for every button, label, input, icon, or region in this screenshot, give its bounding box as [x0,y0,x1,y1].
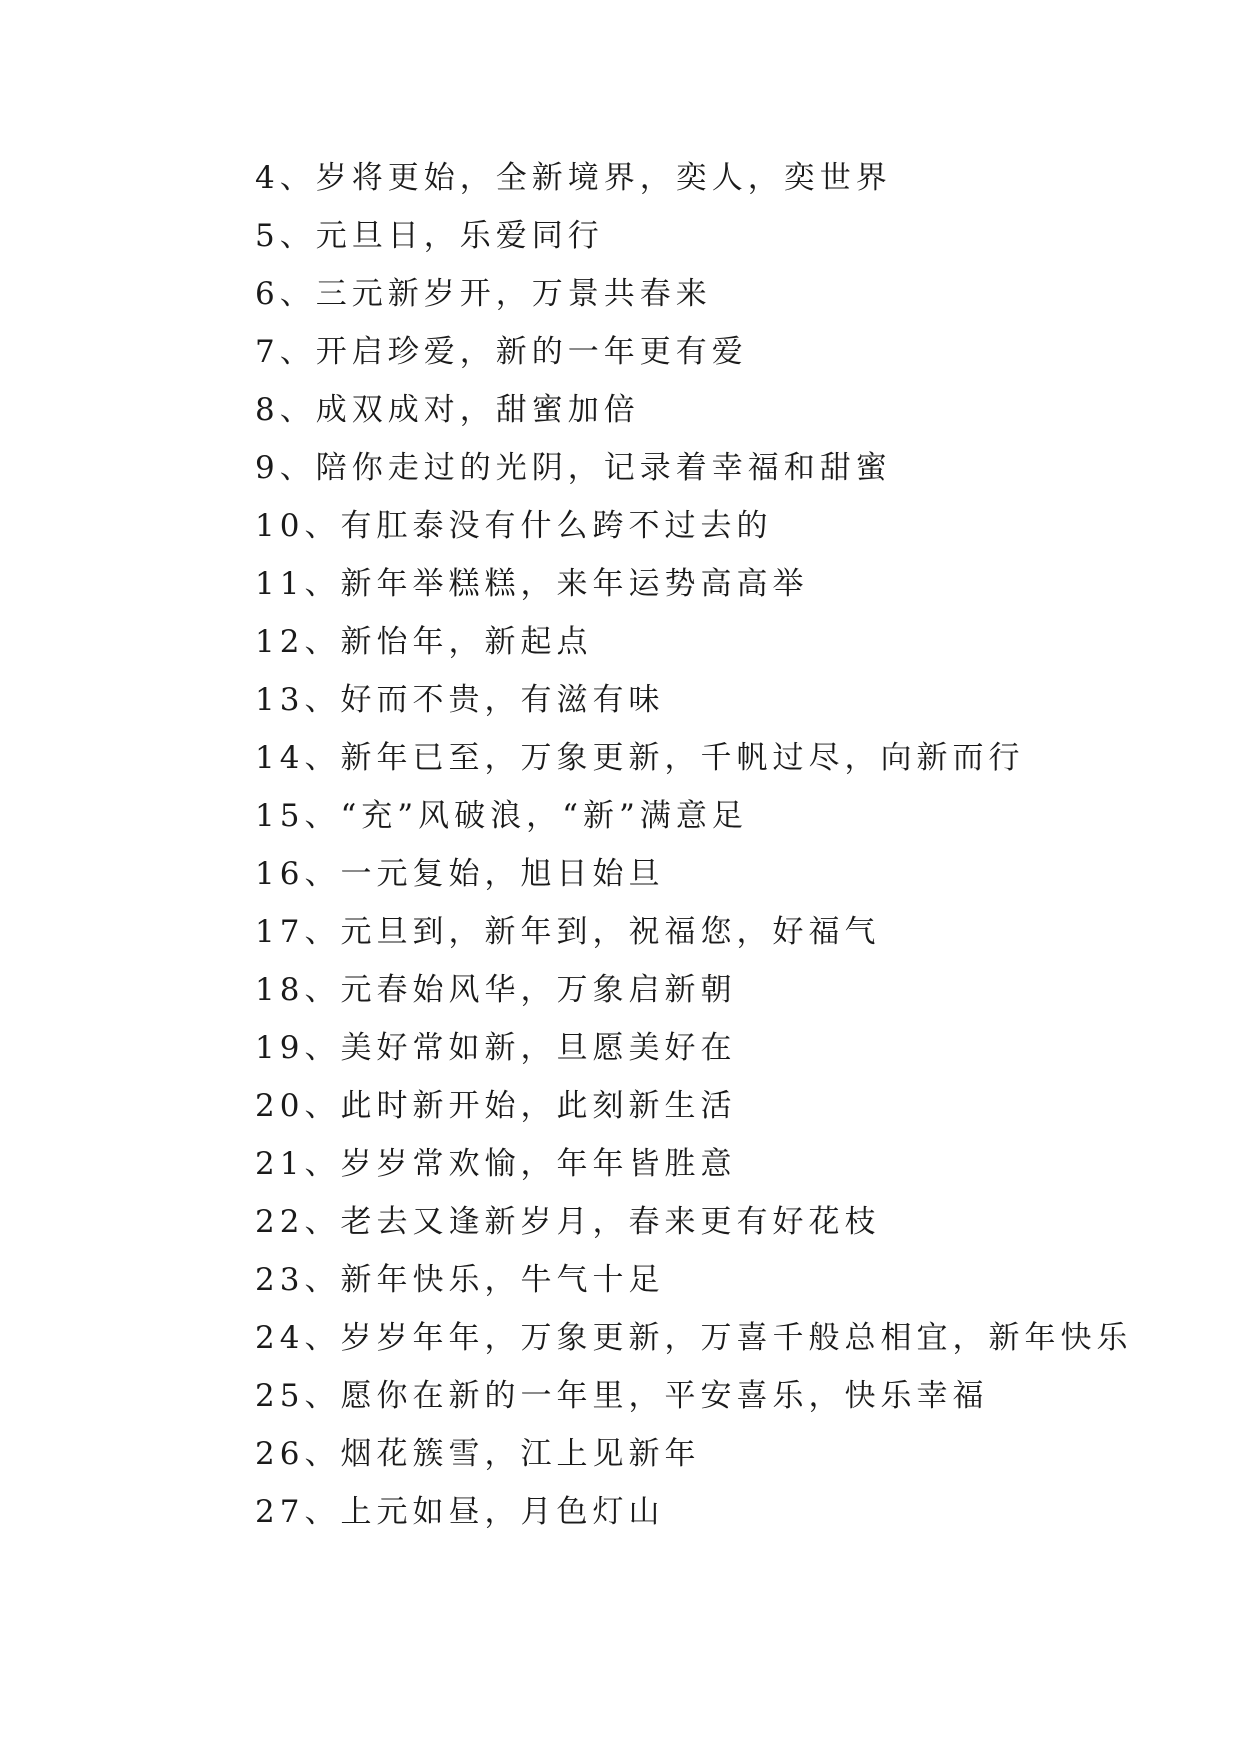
list-item: 17、元旦到，新年到，祝福您，好福气 [255,914,881,950]
list-item: 20、此时新开始，此刻新生活 [255,1088,737,1124]
list-item: 5、元旦日，乐爱同行 [255,218,604,254]
list-item: 21、岁岁常欢愉，年年皆胜意 [255,1146,737,1182]
list-item: 4、岁将更始，全新境界，奕人，奕世界 [255,160,892,196]
list-item: 10、有肛泰没有什么跨不过去的 [255,508,773,544]
list-item: 26、烟花簇雪，江上见新年 [255,1436,701,1472]
list-item: 7、开启珍爱，新的一年更有爱 [255,334,748,370]
list-item: 23、新年快乐，牛气十足 [255,1262,665,1298]
list-item: 16、一元复始，旭日始旦 [255,856,665,892]
list-item: 25、愿你在新的一年里，平安喜乐，快乐幸福 [255,1378,989,1414]
list-item: 13、好而不贵，有滋有味 [255,682,665,718]
list-item: 22、老去又逢新岁月，春来更有好花枝 [255,1204,881,1240]
list-item: 18、元春始风华，万象启新朝 [255,972,737,1008]
list-item: 24、岁岁年年，万象更新，万喜千般总相宜，新年快乐 [255,1320,1133,1356]
list-item: 11、新年举糕糕，来年运势高高举 [255,566,809,602]
list-item: 19、美好常如新，旦愿美好在 [255,1030,737,1066]
list-item: 12、新怡年，新起点 [255,624,593,660]
slogan-list [255,158,1155,1550]
list-item: 8、成双成对，甜蜜加倍 [255,392,640,428]
list-item: 15、“充”风破浪，“新”满意足 [255,798,748,834]
list-item: 14、新年已至，万象更新，千帆过尽，向新而行 [255,740,1025,776]
list-item: 9、陪你走过的光阴，记录着幸福和甜蜜 [255,450,892,486]
list-item: 6、三元新岁开，万景共春来 [255,276,712,312]
list-item: 27、上元如昼，月色灯山 [255,1494,665,1530]
